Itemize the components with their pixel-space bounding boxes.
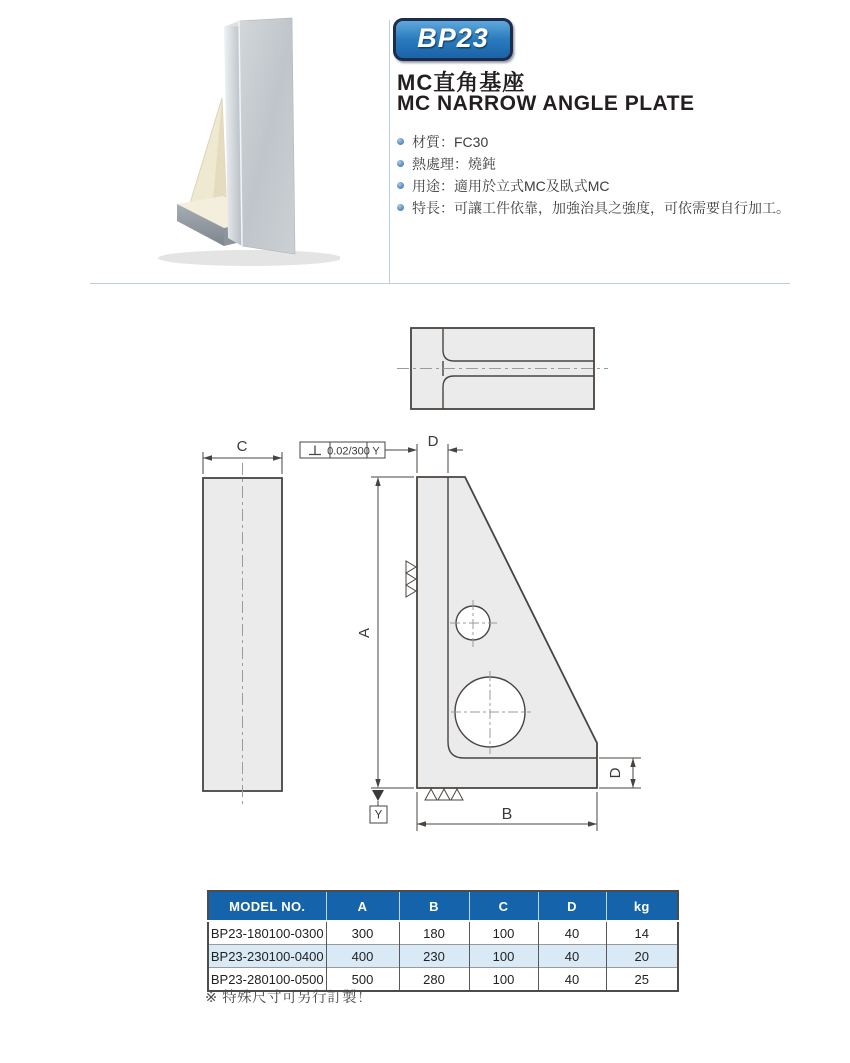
table-header-cell: kg xyxy=(606,891,678,921)
surface-finish-marks-bottom xyxy=(425,789,463,800)
spec-item xyxy=(397,153,790,175)
table-cell: 100 xyxy=(469,921,538,945)
spec-item-text: 熱處理：燒鈍 xyxy=(412,156,496,172)
dim-label-d-top: D xyxy=(427,433,439,450)
dim-d-side xyxy=(599,758,641,788)
bullet-dot-icon xyxy=(397,160,404,167)
table-cell: 100 xyxy=(469,945,538,968)
bullet-dot-icon xyxy=(397,138,404,145)
spec-item xyxy=(397,131,790,153)
dim-a xyxy=(356,477,414,823)
table-cell: 40 xyxy=(538,945,606,968)
table-row xyxy=(208,945,678,968)
dim-label-a: A xyxy=(356,627,373,639)
bullet-dot-icon xyxy=(397,182,404,189)
footnote: ※ 特殊尺寸可另行訂製！ xyxy=(205,990,373,1006)
table-cell: 20 xyxy=(606,945,678,968)
spec-item xyxy=(397,197,790,219)
table-cell: 230 xyxy=(399,945,469,968)
datum-label: Y xyxy=(374,809,383,822)
table-cell: 40 xyxy=(538,968,606,992)
front-view xyxy=(406,477,597,800)
spec-list xyxy=(397,131,790,219)
table-header-cell: C xyxy=(469,891,538,921)
table-cell: 40 xyxy=(538,921,606,945)
product-title-en: MC NARROW ANGLE PLATE xyxy=(397,92,695,115)
table-cell: BP23-180100-0300 xyxy=(208,921,326,945)
table-cell: 280 xyxy=(399,968,469,992)
table-cell: 14 xyxy=(606,921,678,945)
section-divider-horizontal xyxy=(90,283,790,284)
tolerance-frame xyxy=(300,442,408,458)
technical-drawing xyxy=(185,320,655,840)
spec-item xyxy=(397,175,790,197)
table-cell: 180 xyxy=(399,921,469,945)
table-header-cell: D xyxy=(538,891,606,921)
table-header-cell: MODEL NO. xyxy=(208,891,326,921)
tolerance-value: 0.02/300 xyxy=(327,445,370,458)
product-photo xyxy=(128,12,340,270)
spec-item-text: 材質：FC30 xyxy=(412,134,489,150)
dim-label-c: C xyxy=(236,438,248,455)
side-view xyxy=(203,438,282,806)
product-title-zh: MC直角基座 xyxy=(397,70,526,95)
dim-label-d-side: D xyxy=(607,767,624,779)
photo-shadow xyxy=(158,250,340,266)
table-row xyxy=(208,921,678,945)
spec-item-text: 用途：適用於立式MC及臥式MC xyxy=(412,178,610,194)
table-header-cell: A xyxy=(326,891,399,921)
table-header-cell: B xyxy=(399,891,469,921)
model-badge-label: BP23 xyxy=(417,23,489,53)
table-header-row xyxy=(208,891,678,921)
dim-d-top xyxy=(408,433,463,473)
table-cell: 25 xyxy=(606,968,678,992)
table-cell: 300 xyxy=(326,921,399,945)
section-divider-vertical xyxy=(389,20,390,283)
table-cell: 500 xyxy=(326,968,399,992)
table-cell: 100 xyxy=(469,968,538,992)
bullet-dot-icon xyxy=(397,204,404,211)
dim-label-b: B xyxy=(501,806,513,823)
table-cell: BP23-230100-0400 xyxy=(208,945,326,968)
photo-slab-front xyxy=(239,18,295,254)
tolerance-datum: Y xyxy=(372,445,380,458)
table-cell: 400 xyxy=(326,945,399,968)
spec-table xyxy=(207,890,679,992)
table-cell: BP23-280100-0500 xyxy=(208,968,326,992)
datum-triangle xyxy=(372,790,384,801)
model-badge xyxy=(393,18,513,61)
surface-finish-marks-left xyxy=(406,561,416,597)
top-view xyxy=(397,328,608,409)
spec-item-text: 特長：可讓工件依靠，加強治具之強度，可依需要自行加工。 xyxy=(412,200,790,216)
